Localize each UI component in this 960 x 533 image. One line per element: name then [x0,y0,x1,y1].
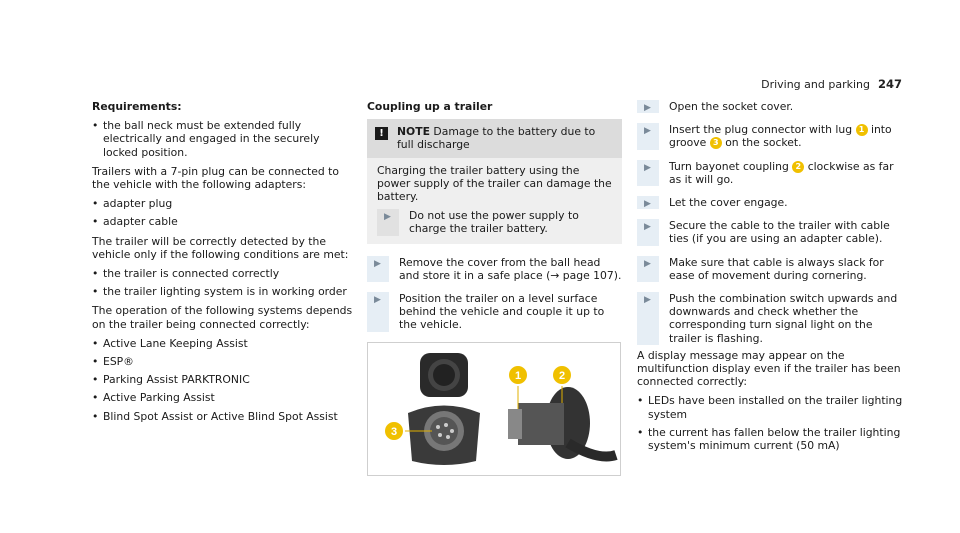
step-text: Push the combination switch upwards and downwards and check whether the corresponding turn signal light on the trailer is flashing. [669,292,898,345]
step [637,160,907,186]
list-item: • the trailer lighting system is in working order [92,285,354,298]
paragraph: The operation of the following systems depends on the trailer being connected correctly: [92,304,353,331]
step [367,292,622,332]
step-text: Secure the cable to the trailer with cable ties (if you are using an adapter cable). [669,219,890,246]
step-bar [637,100,659,113]
paragraph: A display message may appear on the multifunction display even if the trailer has been connected correctly: [637,348,901,389]
play-triangle-icon: ▶ [644,295,651,306]
step [637,292,907,345]
play-triangle-icon: ▶ [644,222,651,233]
step-text: Do not use the power supply to charge the trailer battery. [409,209,579,236]
step-text: Let the cover engage. [669,196,788,210]
step-bar [637,256,659,282]
callout-1-inline: 1 [856,124,868,136]
step-bar [367,256,389,282]
list-item: • Blind Spot Assist or Active Blind Spot Assist [92,410,354,423]
note-header-text: Damage to the battery due to full discharge [397,125,596,152]
list-item: • ESP® [92,355,354,368]
callout-3 [384,421,404,441]
note-box [367,119,622,243]
list-item: • Active Parking Assist [92,391,354,404]
list-item: • adapter plug [92,197,354,210]
section-title: Driving and parking [761,78,870,91]
socket-illustration [367,342,621,476]
systems-list [92,337,354,423]
note-header [367,119,622,157]
step-bar [637,160,659,186]
step-bar [637,196,659,209]
play-triangle-icon: ▶ [644,162,651,173]
step-bar [637,219,659,245]
text-run: on the socket. [725,136,802,150]
callout-2-inline: 2 [792,161,804,173]
text-run: clockwise as far as it will go. [669,159,894,186]
play-triangle-icon: ▶ [644,103,651,113]
list-item: • the trailer is connected correctly [92,267,354,280]
play-triangle-icon: ▶ [374,295,381,306]
step-text [669,160,907,186]
callout-label: 2 [558,369,566,382]
step-text: Make sure that cable is always slack for ease of movement during cornering. [669,255,884,282]
text-run: Turn bayonet coupling [669,159,789,173]
step [367,256,622,282]
conditions-list [92,267,354,298]
column-2 [367,100,622,476]
step-text: Remove the cover from the ball head and store it in a safe place (→ page 107). [399,255,622,282]
step-text: Position the trailer on a level surface behind the vehicle and couple it up to the vehicle. [399,292,605,332]
note-text: Charging the trailer battery using the power supply of the trailer can damage the battery. [377,163,612,204]
step-bar [367,292,389,332]
list-item: • the ball neck must be extended fully electrically and engaged in the securely locked position. [92,119,354,159]
requirements-title: Requirements: [92,100,182,113]
display-message-list [637,394,907,452]
paragraph: Trailers with a 7-pin plug can be connected to the vehicle with the following adapters: [92,164,340,192]
play-triangle-icon: ▶ [644,258,651,269]
callout-1 [508,365,528,385]
step-bar [637,292,659,345]
paragraph: The trailer will be correctly detected by the vehicle only if the following conditions are met: [92,234,349,261]
section-heading: Coupling up a trailer [367,100,493,113]
list-item: • Active Lane Keeping Assist [92,337,354,350]
list-item: • the current has fallen below the trailer lighting system's minimum current (50 mA) [637,426,907,452]
step-text [669,123,907,149]
adapter-list [92,197,354,228]
note-body [367,158,622,244]
step [637,256,907,282]
callout-label: 3 [390,425,398,438]
requirements-list [92,119,354,159]
play-triangle-icon: ▶ [644,199,651,210]
step [637,100,907,113]
callout-2 [552,365,572,385]
callout-label: 1 [514,369,522,382]
trailer-socket-left [408,353,480,465]
text-run: into groove [669,123,892,150]
page-number: 247 [877,77,902,91]
step [637,123,907,149]
step-bar [637,123,659,149]
play-triangle-icon: ▶ [384,212,391,223]
play-triangle-icon: ▶ [644,126,651,137]
note-step [377,209,612,235]
page-header [761,77,902,91]
exclamation-icon: ! [375,127,388,140]
text-run: Insert the plug connector with lug [669,123,853,137]
list-item: • Parking Assist PARKTRONIC [92,373,354,386]
step-bar [377,209,399,235]
socket-drawing [368,343,620,475]
column-3 [637,100,907,458]
list-item: • LEDs have been installed on the trailer lighting system [637,394,907,420]
list-item: • adapter cable [92,215,354,228]
step [637,196,907,209]
play-triangle-icon: ▶ [374,258,381,269]
note-label: NOTE [397,125,430,139]
callout-3-inline: 3 [710,137,722,149]
step [637,219,907,245]
column-1 [92,100,354,429]
step-text: Open the socket cover. [669,100,794,113]
